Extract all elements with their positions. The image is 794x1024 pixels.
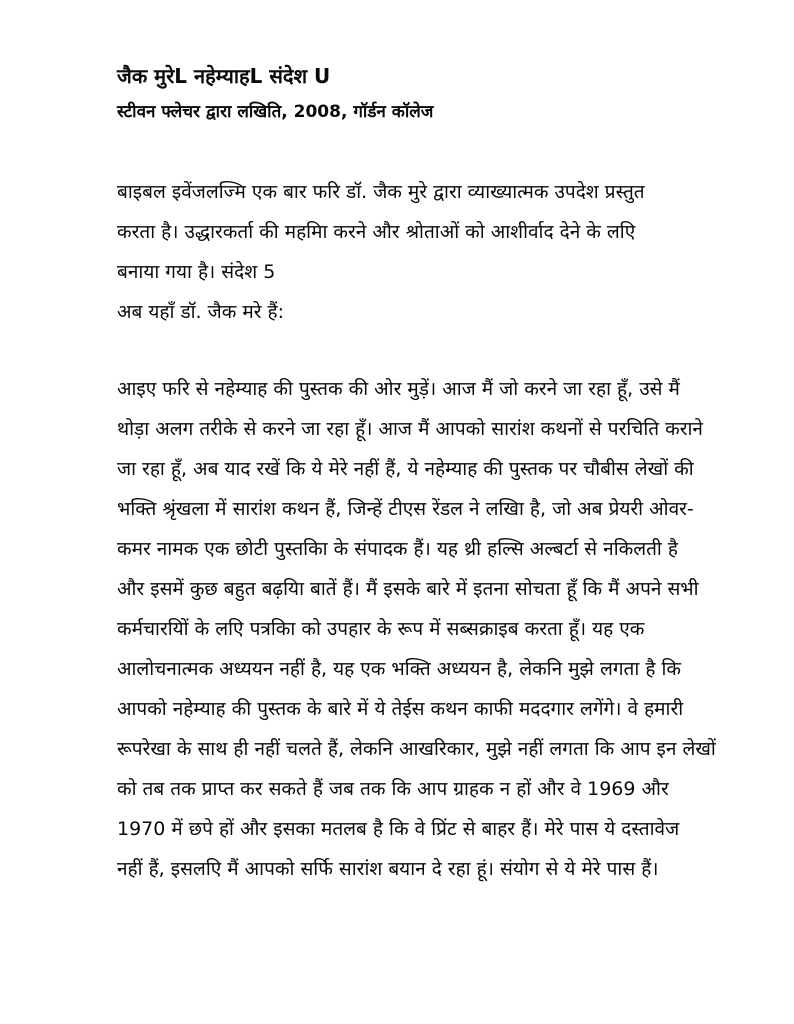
text-line: बाइबल इवेंजलज्मि एक बार फरि डॉ. जैक मुरे द्वारा व्याख्यात्मक उपदेश प्रस्तुत <box>117 181 645 203</box>
text-line: आइए फरि से नहेम्याह की पुस्तक की ओर मुड़ें। आज मैं जो करने जा रहा हूँ, उसे मैं <box>117 378 680 400</box>
text-line: भक्ति श्रृंखला में सारांश कथन हैं, जिन्हें टीएस रेंडल ने लखिा है, जो अब प्रेयरी ओवर- <box>117 498 694 520</box>
text-line: आलोचनात्मक अध्ययन नहीं है, यह एक भक्ति अध्ययन है, लेकनि मुझे लगता है कि <box>117 658 681 680</box>
text-line: आपको नहेम्याह की पुस्तक के बारे में ये तेईस कथन काफी मददगार लगेंगे। वे हमारी <box>117 698 684 720</box>
document-title: जैक मुरेL नहेम्याहL संदेश U <box>117 64 331 88</box>
text-line: नहीं हैं, इसलएि मैं आपको सर्फि सारांश बयान दे रहा हूं। संयोग से ये मेरे पास हैं। <box>117 858 659 880</box>
body-paragraph <box>117 369 716 889</box>
document-content <box>117 62 716 889</box>
document-byline: स्टीवन फ्लेचर द्वारा लखिति, 2008, गॉर्डन कॉलेज <box>117 102 434 122</box>
text-line: को तब तक प्राप्त कर सकते हैं जब तक कि आप ग्राहक न हों और वे 1969 और <box>117 778 669 800</box>
text-line: करता है। उद्धारकर्ता की महमिा करने और श्रोताओं को आशीर्वाद देने के लएि <box>117 221 636 243</box>
text-line: रूपरेखा के साथ ही नहीं चलते हैं, लेकनि आखरिकार, मुझे नहीं लगता कि आप इन लेखों <box>117 738 716 760</box>
text-line: जा रहा हूँ, अब याद रखें कि ये मेरे नहीं हैं, ये नहेम्याह की पुस्तक पर चौबीस लेखों की <box>117 458 694 480</box>
text-line: कर्मचारयिों के लएि पत्रकिा को उपहार के रूप में सब्सक्राइब करता हूँ। यह एक <box>117 618 645 640</box>
text-line: थोड़ा अलग तरीके से करने जा रहा हूँ। आज मैं आपको सारांश कथनों से परचिति कराने <box>117 418 703 440</box>
text-line: 1970 में छपे हों और इसका मतलब है कि वे प्रिंट से बाहर हैं। मेरे पास ये दस्तावेज <box>117 818 680 840</box>
text-line: अब यहाँ डॉ. जैक मरे हैं: <box>117 301 285 323</box>
text-line: बनाया गया है। संदेश 5 <box>117 261 276 283</box>
text-line: कमर नामक एक छोटी पुस्तकिा के संपादक हैं। यह थ्री हल्सि अल्बर्टा से नकिलती है <box>117 538 678 560</box>
text-line: और इसमें कुछ बहुत बढ़यिा बातें हैं। मैं इसके बारे में इतना सोचता हूँ कि मैं अपने सभी <box>117 578 699 600</box>
intro-paragraph <box>117 172 690 332</box>
